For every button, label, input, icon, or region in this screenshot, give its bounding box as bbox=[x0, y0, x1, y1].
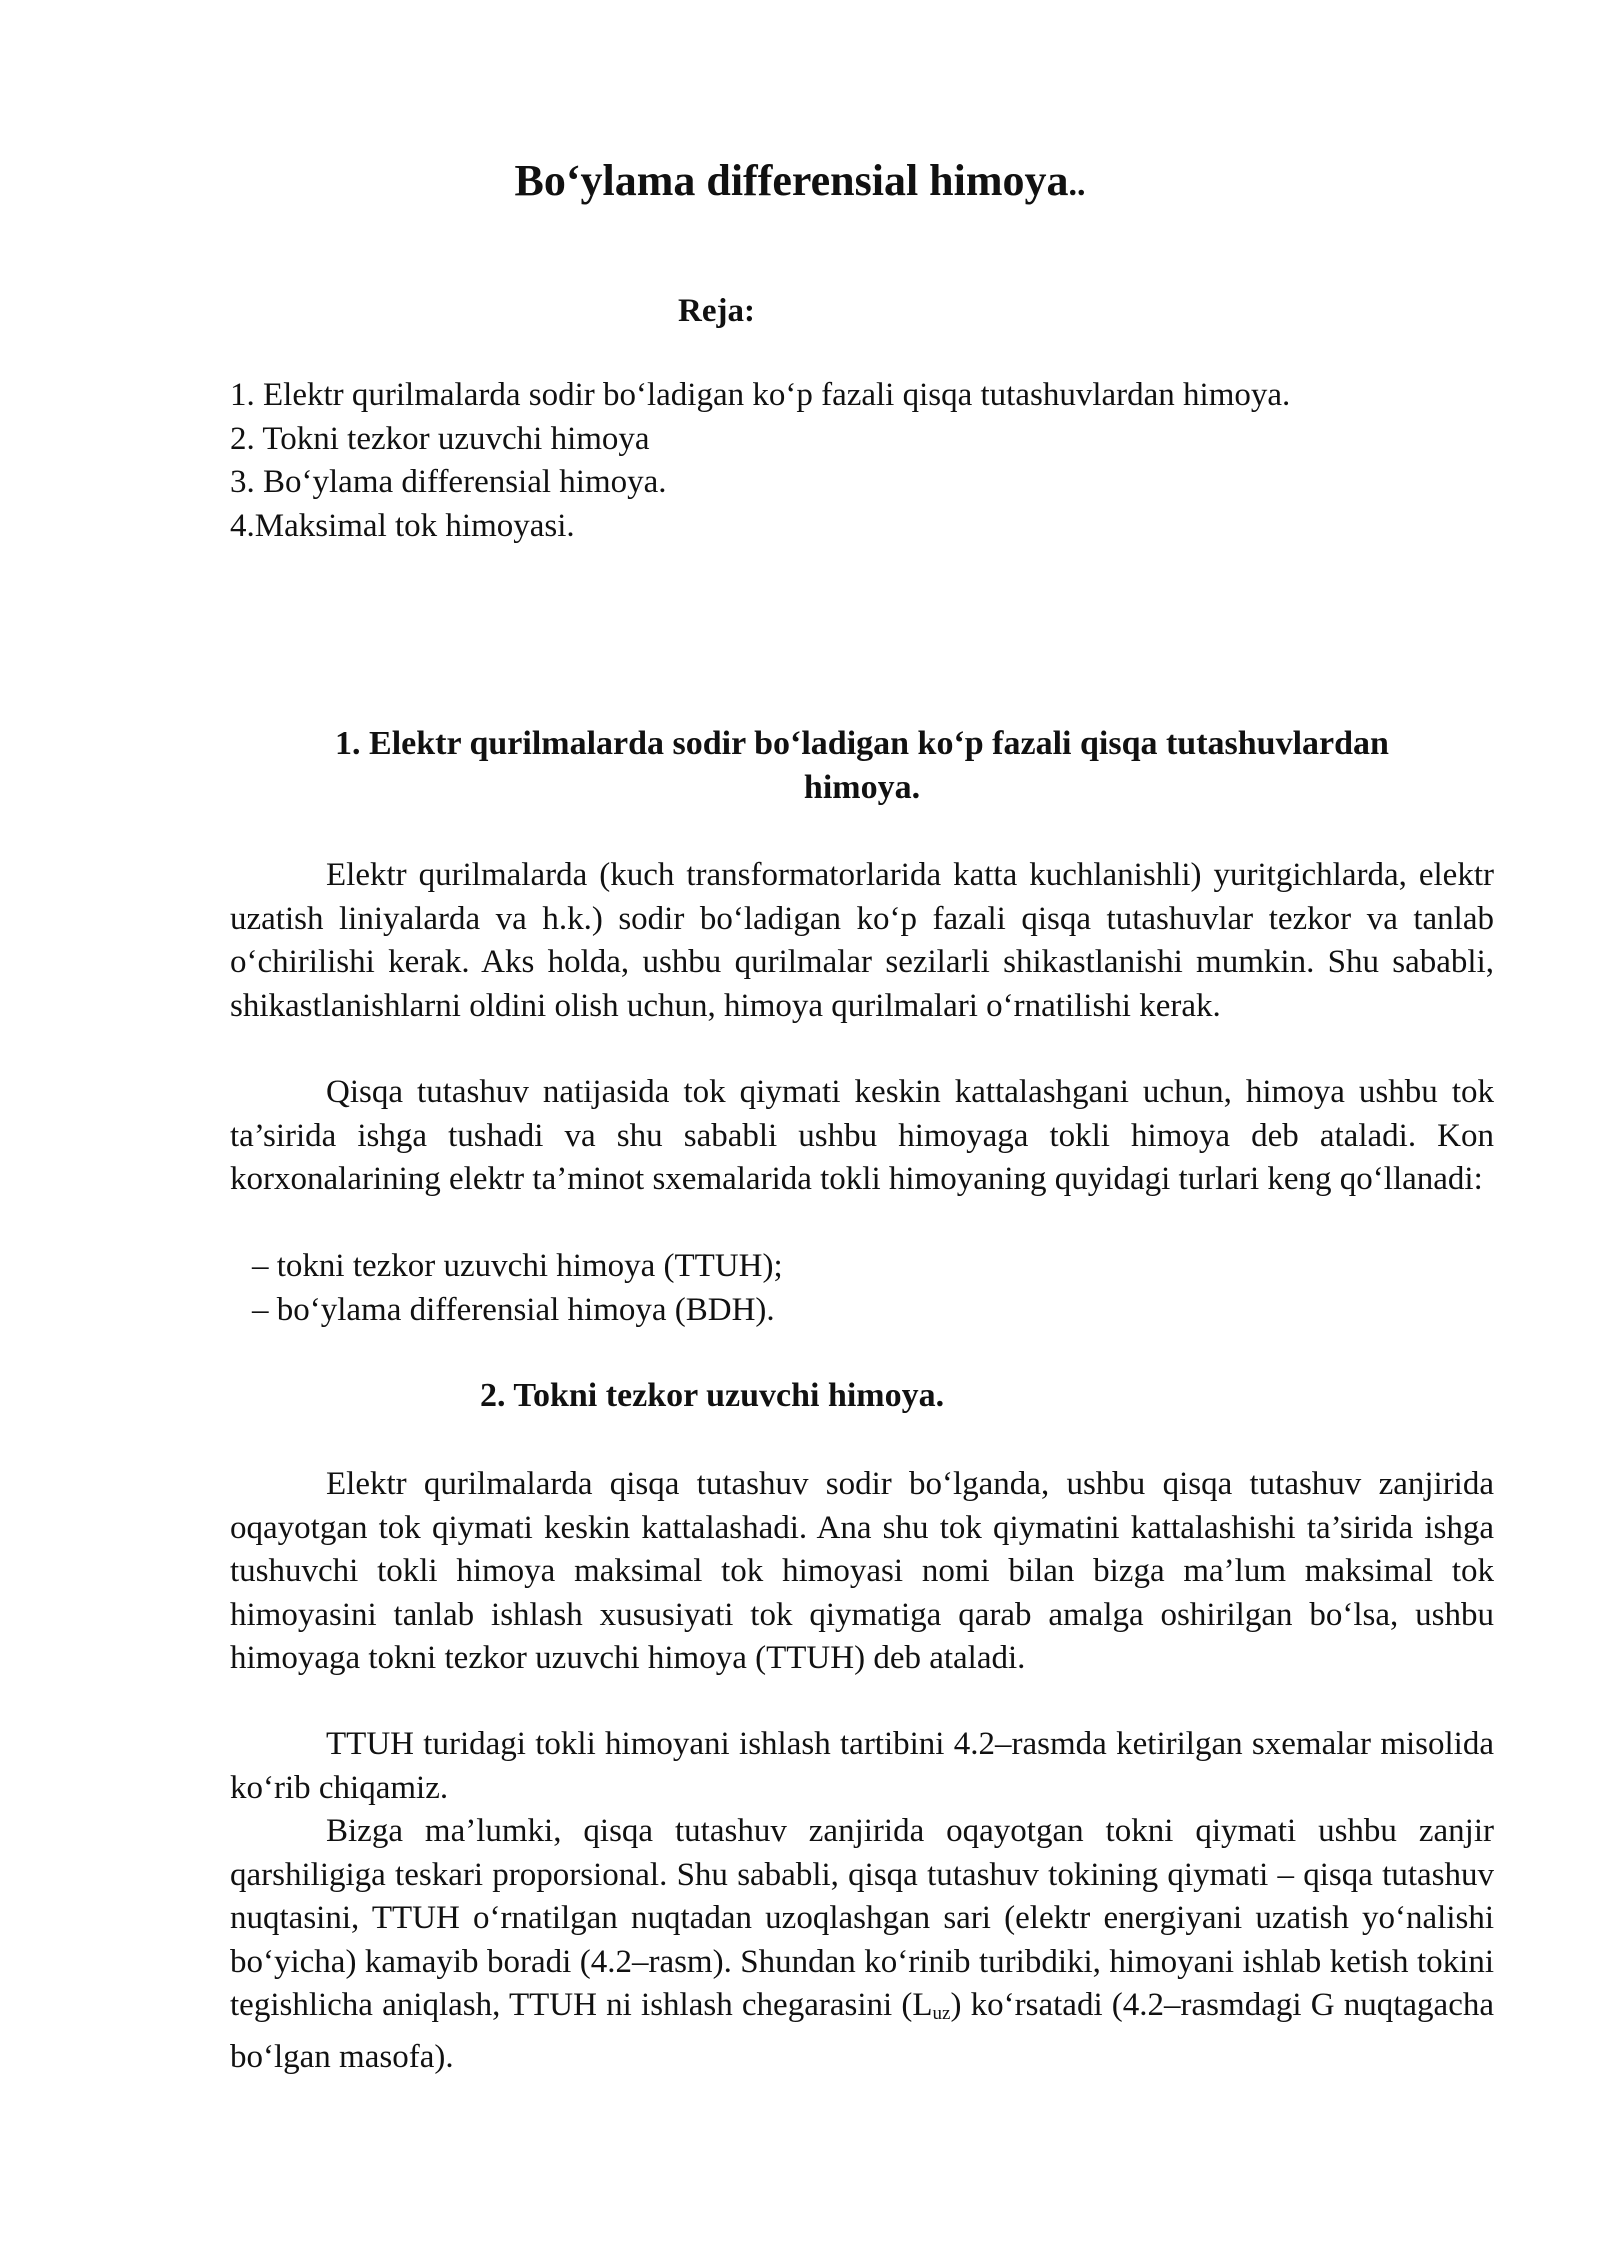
plan-item: 1. Elektr qurilmalarda sodir bo‘ladigan ko‘p fazali qisqa tutashuvlardan himoya. bbox=[230, 377, 1291, 413]
plan-item: 4.Maksimal tok himoyasi. bbox=[230, 507, 575, 544]
plan-item: 3. Bo‘ylama differensial himoya. bbox=[230, 464, 667, 500]
plan-heading: Reja: bbox=[678, 293, 755, 329]
title-text: Bo‘ylama differensial himoya bbox=[514, 156, 1069, 205]
paragraph-text: ) ko‘rsatadi (4.2–rasmdagi G nuqtagacha bo‘lgan masofa). bbox=[230, 1987, 1494, 2075]
protection-type-item: – tokni tezkor uzuvchi himoya (TTUH); bbox=[252, 1248, 783, 1284]
section-1-heading bbox=[230, 722, 1494, 810]
range-symbol: L bbox=[912, 1987, 933, 2023]
section-2-paragraph: Elektr qurilmalarda qisqa tutashuv sodir bo‘lganda, ushbu qisqa tutashuv zanjirida oqayotgan tok qiymati keskin kattalashadi. Ana shu tok qiymatini kattalashishi ta’sirida ishga tushuvchi tokli himoya maksimal tok himoyasi nomi bilan bizga ma’lum maksimal tok himoyasini tanlab ishlash xususiyati tok qiymatiga qarab amalga oshirilgan bo‘lsa, ushbu himoyaga tokni tezkor uzuvchi himoya (TTUH) deb ataladi. bbox=[230, 1466, 1494, 1676]
section-2-last-paragraph bbox=[230, 1810, 1494, 2079]
section-2-heading: 2. Tokni tezkor uzuvchi himoya. bbox=[480, 1377, 945, 1414]
range-subscript: uz bbox=[932, 2003, 951, 2024]
section-2-paragraph: TTUH turidagi tokli himoyani ishlash tartibini 4.2–rasmda ketirilgan sxemalar misolida ko‘rib chiqamiz. bbox=[230, 1726, 1494, 1806]
section-1-paragraph: Elektr qurilmalarda (kuch transformatorlarida katta kuchlanishli) yuritgichlarda, elektr uzatish liniyalarda va h.k.) sodir bo‘ladigan ko‘p fazali qisqa tutashuvlar tezkor va tanlab o‘chirilishi kerak. Aks holda, ushbu qurilmalar sezilarli shikastlanishi mumkin. Shu sababli, shikastlanishlarni oldini olish uchun, himoya qurilmalari o‘rnatilishi kerak. bbox=[230, 857, 1494, 1024]
document-title bbox=[0, 152, 1600, 214]
plan-item: 2. Tokni tezkor uzuvchi himoya bbox=[230, 420, 650, 457]
section-1-heading-line-1: 1. Elektr qurilmalarda sodir bo‘ladigan ko‘p fazali qisqa tutashuvlardan bbox=[335, 725, 1389, 762]
section-1-heading-line-2: himoya. bbox=[803, 769, 921, 806]
protection-type-item: – bo‘ylama differensial himoya (BDH). bbox=[252, 1291, 775, 1328]
paragraph-text: Bizga ma’lumki, qisqa tutashuv zanjirida oqayotgan tokni qiymati ushbu zanjir qarshiligiga teskari proporsional. Shu sababli, qisqa tutashuv tokining qiymati – qisqa tutashuv nuqtasini, TTUH o‘rnatilgan nuqtadan uzoqlashgan sari (elektr energiyani uzatish yo‘nalishi bo‘yicha) kamayib boradi (4.2–rasm). Shundan ko‘rinib turibdiki, himoyani ishlab ketish tokini tegishlicha aniqlash, TTUH ni ishlash chegarasini ( bbox=[230, 1813, 1494, 2023]
section-1-paragraph: Qisqa tutashuv natijasida tok qiymati keskin kattalashgani uchun, himoya ushbu tok ta’sirida ishga tushadi va shu sababli ushbu himoyaga tokli himoya deb ataladi. Kon korxonalarining elektr ta’minot sxemalarida tokli himoyaning quyidagi turlari keng qo‘llanadi: bbox=[230, 1074, 1494, 1197]
title-dots: .. bbox=[1068, 166, 1086, 203]
plan-list bbox=[230, 374, 1290, 548]
protection-types-list bbox=[252, 1245, 783, 1332]
